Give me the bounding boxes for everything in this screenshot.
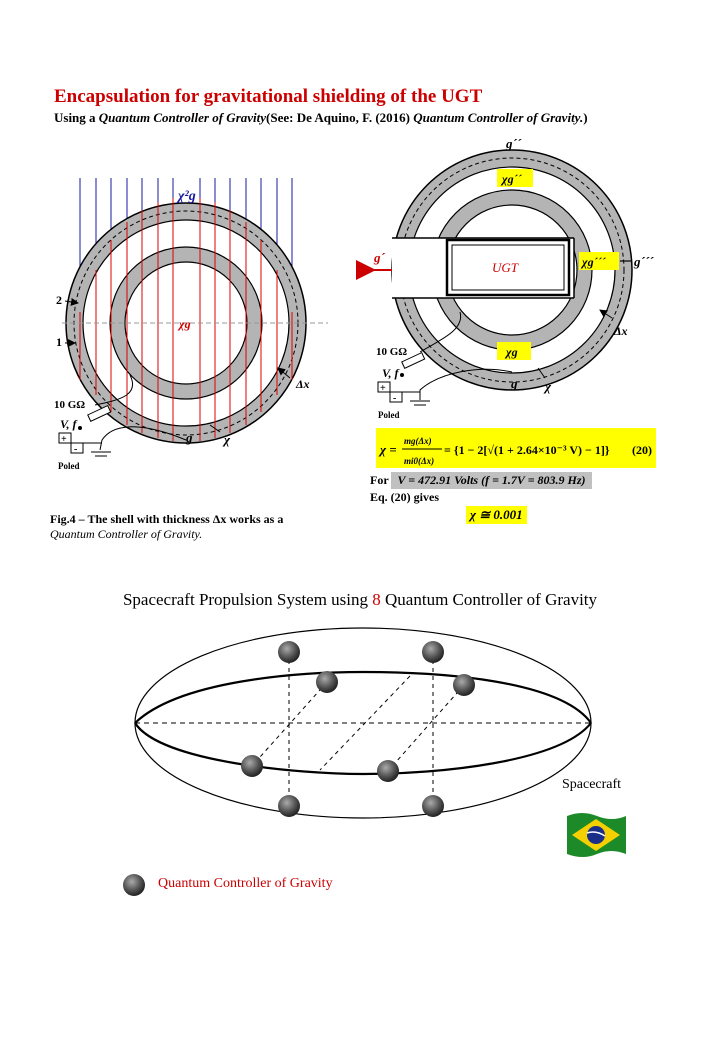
controller-ball: [453, 674, 475, 696]
section-heading: [0, 590, 720, 610]
legend-label: Quantum Controller of Gravity: [158, 876, 333, 891]
eq-gives: Eq. (20) gives: [370, 490, 439, 504]
right-chi-label: χ: [545, 379, 552, 394]
heading-num: 8: [372, 590, 381, 609]
controller-ball: [377, 760, 399, 782]
caption-line2: Quantum Controller of Gravity.: [50, 527, 203, 541]
subtitle-end: ): [583, 110, 588, 125]
controller-ball: [278, 641, 300, 663]
for-line: [370, 472, 670, 489]
center-label: χg: [179, 317, 191, 331]
g-label: g: [186, 430, 193, 445]
legend-ball-icon: [123, 874, 145, 896]
field-label: χ²g: [178, 189, 196, 204]
right-polarity-plus: +: [380, 383, 386, 394]
for-values: V = 472.91 Volts (f = 1.7V = 803.9 Hz): [391, 472, 591, 489]
equation: [378, 436, 652, 466]
controller-ball: [316, 671, 338, 693]
left-shell-diagram: [54, 178, 328, 471]
poled-label: Poled: [58, 461, 80, 471]
right-resistor-label: 10 GΩ: [376, 346, 408, 358]
subtitle-italic2: Quantum Controller of Gravity.: [413, 110, 584, 125]
eq-lhs: χ =: [380, 442, 397, 457]
eq-numerator: mg(Δx): [404, 436, 432, 446]
page-title: Encapsulation for gravitational shielding of the UGT: [54, 86, 483, 107]
controller-ball: [241, 755, 263, 777]
controller-ball: [422, 795, 444, 817]
chi-g-right-label: χg´´´: [582, 255, 606, 269]
resistor-label: 10 GΩ: [54, 399, 86, 411]
chi-g-top-label: χg´´: [502, 172, 522, 186]
right-source-label: V, f: [382, 366, 399, 380]
polarity-minus: -: [74, 444, 78, 455]
delta-x-label: Δx: [296, 377, 310, 391]
ugt-label: UGT: [492, 260, 519, 275]
caption-line1: Fig.4 – The shell with thickness Δx works as a: [50, 512, 284, 526]
source-label: V, f: [60, 417, 77, 431]
figure-caption: [50, 512, 350, 542]
heading-pre: Spacecraft Propulsion System using: [122, 590, 369, 609]
subtitle-mid: (See: De Aquino, F. (2016): [266, 110, 410, 125]
label-2: 2: [56, 293, 62, 307]
g-top-label: g´´: [506, 136, 522, 151]
spacecraft-diagram: [135, 628, 591, 818]
for-prefix: For: [370, 473, 389, 487]
chi-result: χ ≅ 0.001: [466, 506, 527, 524]
g-left-label: g´: [374, 250, 385, 265]
right-poled-label: Poled: [378, 410, 400, 420]
label-1: 1: [56, 335, 62, 349]
right-delta-x: Δx: [614, 324, 628, 338]
controller-ball: [278, 795, 300, 817]
chi-label: χ: [224, 432, 231, 447]
brazil-flag-icon: [567, 813, 626, 857]
polarity-plus: +: [61, 434, 67, 445]
right-g-label: g: [511, 376, 518, 391]
subtitle-italic: Quantum Controller of Gravity: [98, 110, 267, 125]
chi-g-bottom-label: χg: [506, 345, 518, 359]
spacecraft-label: Spacecraft: [562, 777, 622, 792]
eq-rhs: = {1 − 2[√(1 + 2.64×10⁻³ V) − 1]}: [444, 443, 610, 457]
right-shell-diagram: [372, 136, 654, 420]
subtitle-prefix: Using a: [54, 110, 96, 125]
eq-denominator: mi0(Δx): [404, 456, 435, 466]
heading-post: Quantum Controller of Gravity: [385, 590, 598, 609]
right-polarity-minus: -: [393, 393, 397, 404]
controller-ball: [422, 641, 444, 663]
eq-number: (20): [632, 443, 652, 457]
resistor: [88, 406, 111, 422]
g-right-label: g´´´: [634, 254, 654, 269]
